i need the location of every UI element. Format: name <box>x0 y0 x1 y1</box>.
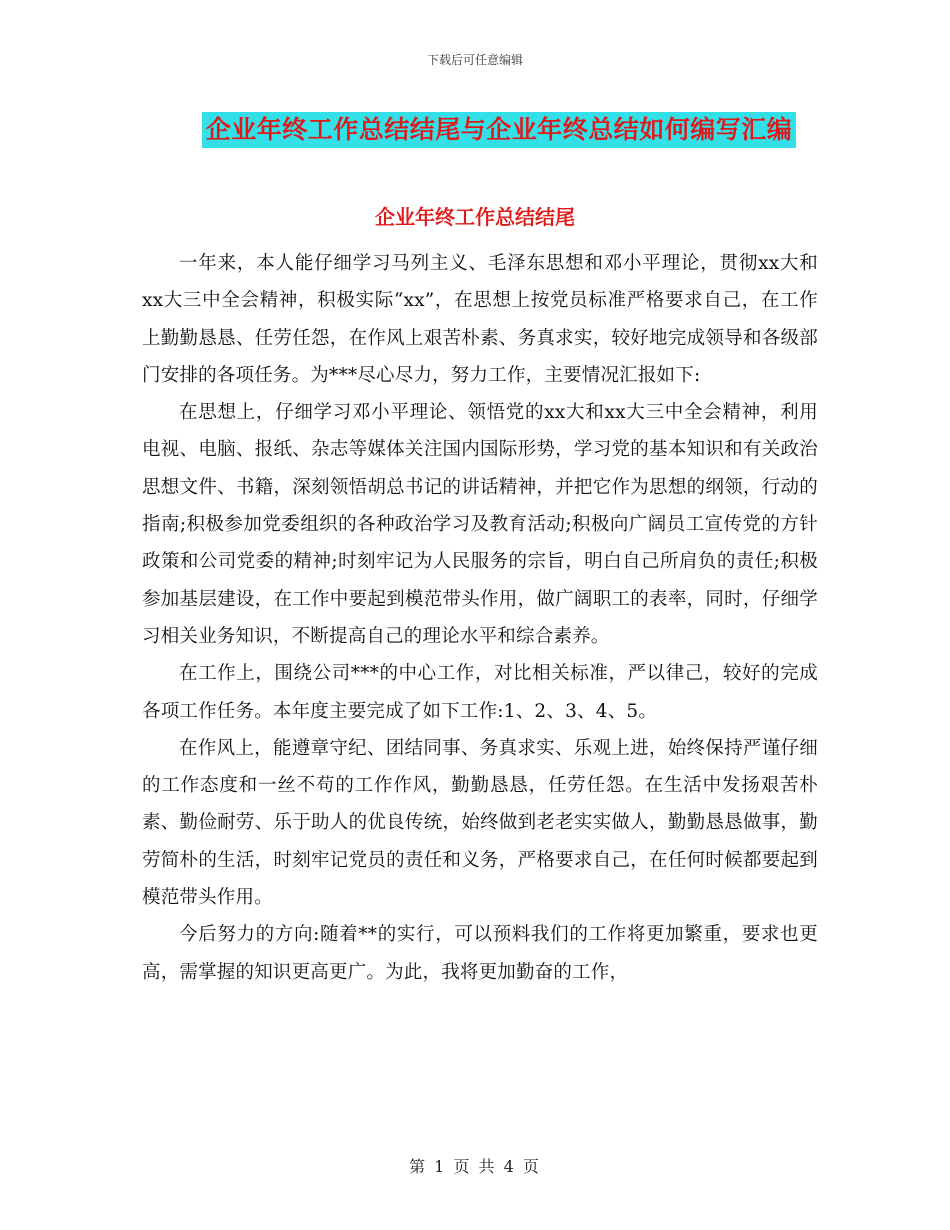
document-body <box>142 245 818 991</box>
paragraph: 在工作上，围绕公司***的中心工作，对比相关标准，严以律己，较好的完成各项工作任务。本年度主要完成了如下工作:1、2、3、4、5。 <box>142 663 818 722</box>
page-header-note: 下载后可任意编辑 <box>426 53 523 67</box>
document-title-container <box>0 112 950 148</box>
paragraph: 在思想上，仔细学习邓小平理论、领悟党的xx大和xx大三中全会精神，利用电视、电脑、报纸、杂志等媒体关注国内国际形势，学习党的基本知识和有关政治思想文件、书籍，深刻领悟胡总书记的讲话精神，并把它作为思想的纲领，行动的指南;积极参加党委组织的各种政治学习及教育活动;积极向广阔员工宣传党的方针政策和公司党委的精神;时刻牢记为人民服务的宗旨，明白自己所肩负的责任;积极参加基层建设，在工作中要起到模范带头作用，做广阔职工的表率，同时，仔细学习相关业务知识，不断提高自己的理论水平和综合素养。 <box>142 402 818 647</box>
paragraph: 今后努力的方向:随着**的实行，可以预料我们的工作将更加繁重，要求也更高，需掌握的知识更高更广。为此，我将更加勤奋的工作， <box>142 924 818 983</box>
paragraph: 在作风上，能遵章守纪、团结同事、务真求实、乐观上进，始终保持严谨仔细的工作态度和一丝不苟的工作作风，勤勤恳恳，任劳任怨。在生活中发扬艰苦朴素、勤俭耐劳、乐于助人的优良传统，始终做到老老实实做人，勤勤恳恳做事，勤劳简朴的生活，时刻牢记党员的责任和义务，严格要求自己，在任何时候都要起到模范带头作用。 <box>142 737 818 909</box>
document-title: 企业年终工作总结结尾与企业年终总结如何编写汇编 <box>202 112 797 148</box>
section-title: 企业年终工作总结结尾 <box>375 205 575 229</box>
paragraph: 一年来，本人能仔细学习马列主义、毛泽东思想和邓小平理论，贯彻xx大和xx大三中全会精神，积极实际“xx”，在思想上按党员标准严格要求自己，在工作上勤勤恳恳、任劳任怨，在作风上艰苦朴素、务真求实，较好地完成领导和各级部门安排的各项任务。为***尽心尽力，努力工作，主要情况汇报如下: <box>142 253 818 386</box>
page-number-footer: 第 1 页 共 4 页 <box>409 1157 541 1176</box>
